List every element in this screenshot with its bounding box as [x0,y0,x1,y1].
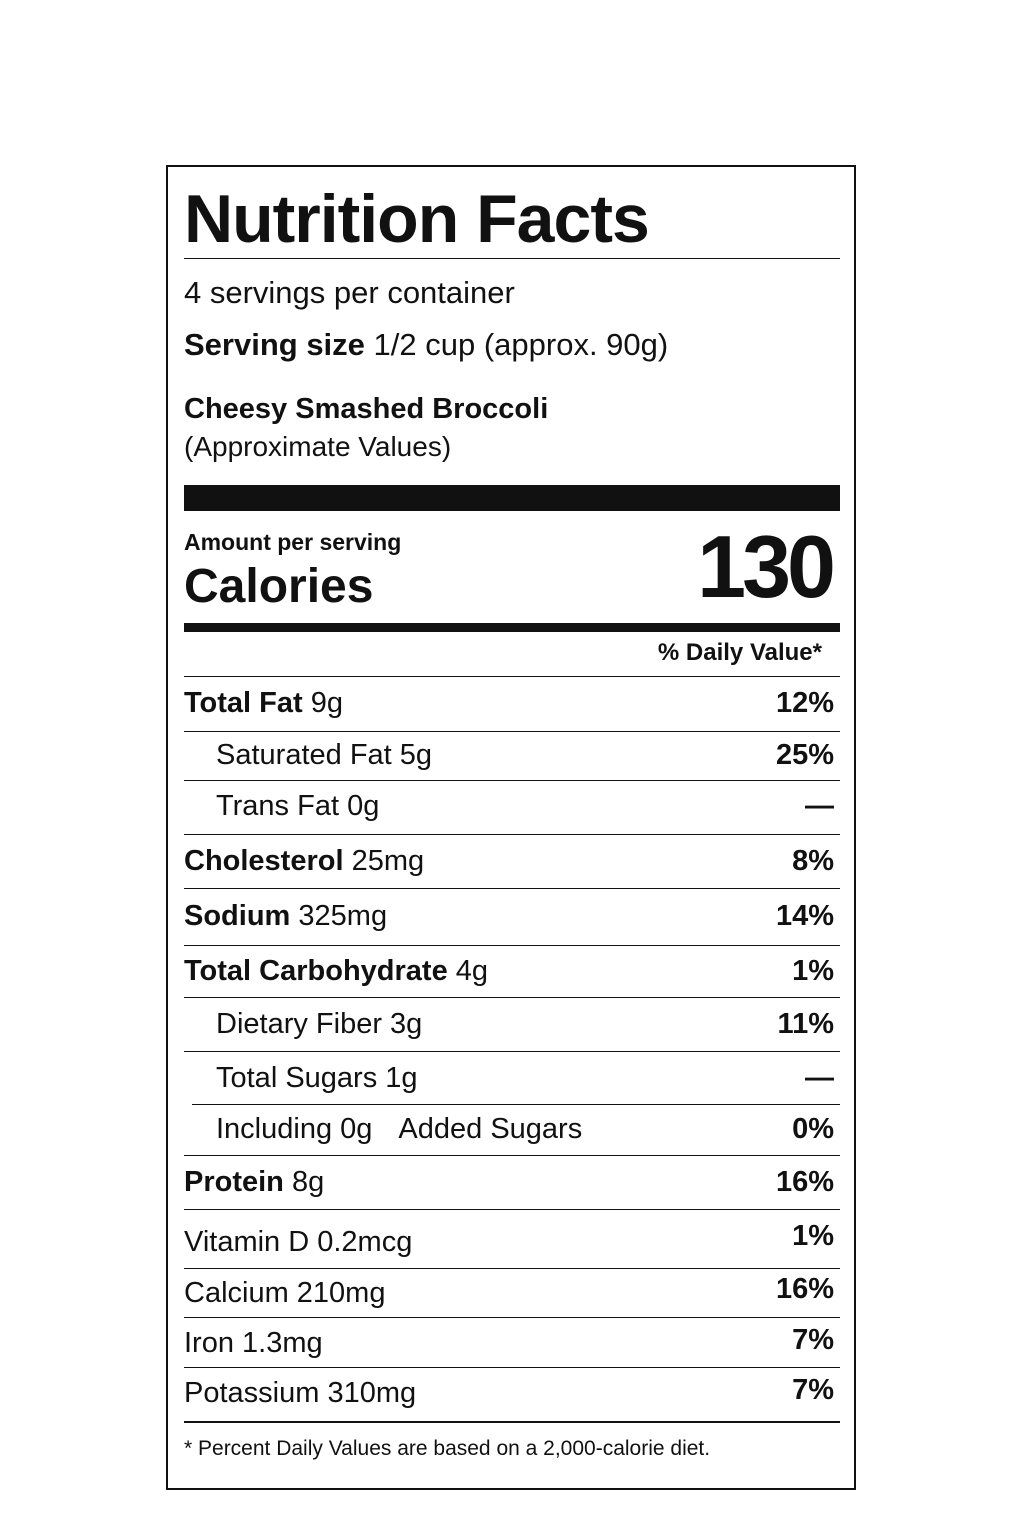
divider [184,676,840,677]
nutrient-name: Total Fat 9g [184,687,344,719]
nutrient-name: Saturated Fat 5g [216,739,433,771]
vitamin-dv: 16% [775,1273,834,1305]
vitamin-name: Iron 1.3mg [184,1327,323,1359]
divider [184,945,840,946]
nutrient-name: Total Carbohydrate 4g [184,955,489,987]
divider [184,834,840,835]
nutrient-dv: 12% [775,687,834,719]
product-note: (Approximate Values) [184,431,452,462]
serving-size [184,325,668,365]
vitamin-name: Vitamin D 0.2mcg [184,1226,413,1258]
nutrient-name: Protein 8g [184,1166,325,1198]
calories-label: Calories [184,560,374,613]
divider [184,1155,840,1156]
nutrient-dv: 8% [792,845,834,877]
label-title: Nutrition Facts [184,181,649,257]
nutrient-name: Sodium 325mg [184,900,388,932]
thick-divider [184,485,840,511]
divider [184,258,840,259]
divider [184,997,840,998]
vitamin-name: Potassium 310mg [184,1377,417,1409]
vitamin-dv: 7% [792,1374,834,1406]
nutrient-name: Cholesterol 25mg [184,845,425,877]
divider [184,731,840,732]
nutrient-dv: 25% [775,739,834,771]
serving-size-value: 1/2 cup (approx. 90g) [373,327,669,362]
nutrient-name: Trans Fat 0g [216,790,380,822]
nutrient-dv: 1% [792,955,834,987]
divider [184,1268,840,1269]
daily-value-header: % Daily Value* [657,639,822,666]
divider [184,1209,840,1210]
divider [192,1104,840,1105]
nutrient-dv: — [805,1062,834,1094]
vitamin-dv: 7% [792,1324,834,1356]
nutrient-dv: 16% [775,1166,834,1198]
nutrient-dv: 14% [775,900,834,932]
nutrient-dv: — [805,790,834,822]
amount-per-serving: Amount per serving [184,529,402,555]
footnote: * Percent Daily Values are based on a 2,000-calorie diet. [184,1437,711,1460]
servings-per-container: 4 servings per container [184,275,515,310]
divider [184,780,840,781]
nutrient-name: Including 0g Added Sugars [216,1113,583,1145]
vitamin-name: Calcium 210mg [184,1277,386,1309]
nutrient-name: Total Sugars 1g [216,1062,418,1094]
medium-divider [184,623,840,632]
calories-value: 130 [697,517,832,616]
nutrient-name: Dietary Fiber 3g [216,1008,423,1040]
serving-size-label: Serving size [184,327,365,362]
divider [184,1051,840,1052]
product-name: Cheesy Smashed Broccoli [184,393,549,425]
footnote-divider [184,1421,840,1423]
divider [184,1317,840,1318]
nutrient-dv: 0% [792,1113,834,1145]
divider [184,1367,840,1368]
nutrition-facts-label [166,165,856,1490]
vitamin-dv: 1% [792,1220,834,1252]
nutrient-dv: 11% [777,1008,834,1040]
divider [184,888,840,889]
